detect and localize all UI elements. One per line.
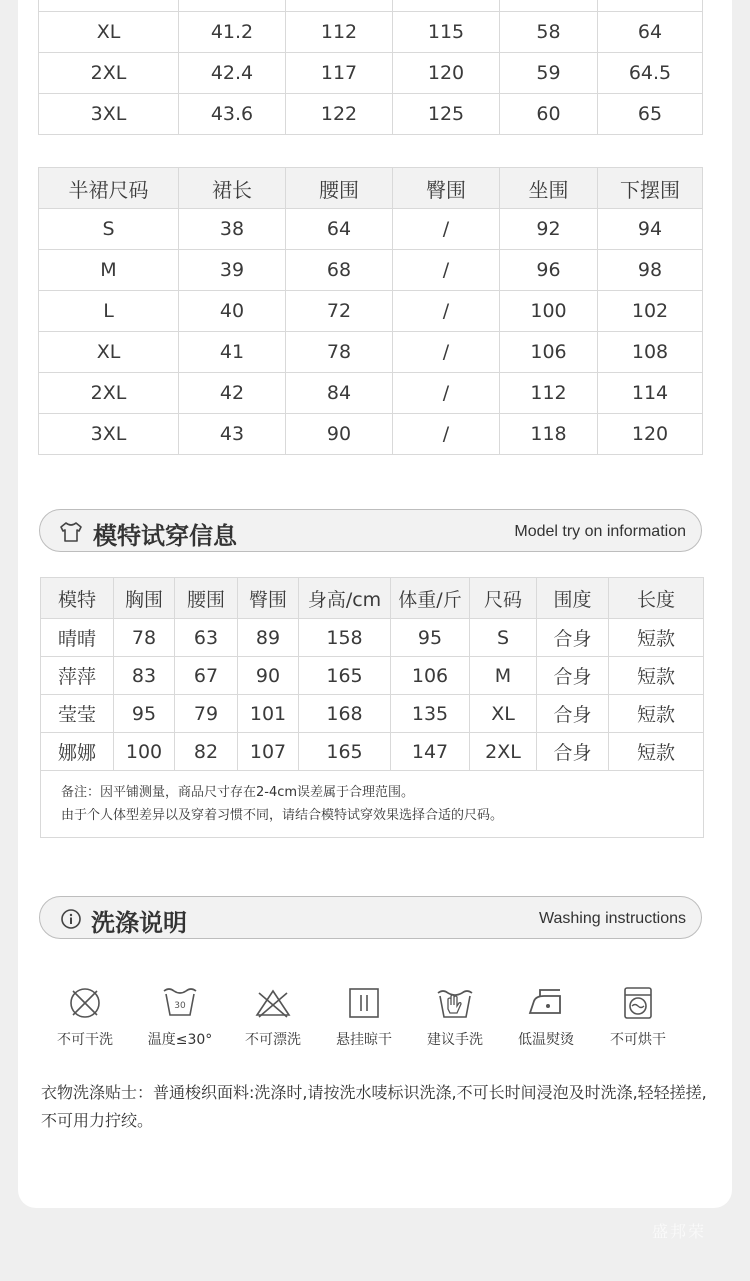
table-header: 长度 (609, 578, 704, 619)
table-cell: 108 (598, 332, 703, 373)
table-header: 模特 (41, 578, 114, 619)
table-cell: 59 (500, 53, 598, 94)
care-tips (41, 1079, 713, 1135)
table-cell: 118 (500, 414, 598, 455)
skirt-size-table (38, 167, 703, 455)
table-cell: 122 (286, 94, 393, 135)
table-header: 腰围 (175, 578, 238, 619)
wash-item-no-bleach (228, 985, 318, 1049)
info-icon (59, 906, 85, 932)
wash-label: 建议手洗 (427, 1032, 483, 1048)
table-cell: 41.2 (179, 12, 286, 53)
table-cell: 117 (286, 53, 393, 94)
table-cell: 92 (500, 209, 598, 250)
wash-item-hand-wash (410, 985, 500, 1049)
table-cell: / (393, 332, 500, 373)
table-cell: 2XL (39, 373, 179, 414)
hang-dry-icon (344, 985, 384, 1021)
table-cell: 100 (500, 291, 598, 332)
care-tips-text: 普通梭织面料:洗涤时,请按洗水唛标识洗涤,不可长时间浸泡及时洗涤,轻轻搓搓,不可用力拧绞。 (41, 1083, 707, 1130)
table-cell: 78 (114, 619, 175, 657)
table-cell: 83 (114, 657, 175, 695)
table-cell: 42 (179, 373, 286, 414)
table-cell: 106 (500, 332, 598, 373)
table-cell: 莹莹 (41, 695, 114, 733)
note-line-2: 由于个人体型差异以及穿着习惯不同，请结合模特试穿效果选择合适的尺码。 (61, 808, 504, 823)
table-cell: 68 (286, 250, 393, 291)
no-tumble-dry-icon (618, 985, 658, 1021)
table-cell: 64.5 (598, 53, 703, 94)
table-cell (393, 0, 500, 12)
wash-item-low-iron (501, 985, 591, 1049)
table-cell: 41 (179, 332, 286, 373)
model-table (40, 577, 704, 838)
table-cell: 90 (238, 657, 299, 695)
table-cell: / (393, 209, 500, 250)
table-cell: 106 (391, 657, 470, 695)
table-cell: 40 (179, 291, 286, 332)
table-cell: 晴晴 (41, 619, 114, 657)
table-header: 围度 (537, 578, 609, 619)
table-header: 体重/斤 (391, 578, 470, 619)
shirt-icon (58, 519, 84, 545)
model-table-note (41, 771, 704, 838)
table-cell: 90 (286, 414, 393, 455)
washing-subtitle: Washing instructions (538, 910, 686, 927)
table-cell: S (39, 209, 179, 250)
table-cell: 135 (391, 695, 470, 733)
table-cell: 39 (179, 250, 286, 291)
table-cell: / (393, 250, 500, 291)
table-row (39, 209, 703, 250)
no-bleach-icon (253, 985, 293, 1021)
table-cell (39, 0, 179, 12)
table-row (39, 250, 703, 291)
table-cell (179, 0, 286, 12)
table-cell: 64 (286, 209, 393, 250)
table-cell: / (393, 291, 500, 332)
table-cell: 100 (114, 733, 175, 771)
wash-temp-mark: 30 (174, 1001, 186, 1011)
table-cell: 合身 (537, 695, 609, 733)
table-cell: 合身 (537, 733, 609, 771)
note-line-1: 备注：因平铺测量，商品尺寸存在2-4cm误差属于合理范围。 (61, 785, 415, 800)
table-row (39, 332, 703, 373)
table-cell: 102 (598, 291, 703, 332)
table-cell: S (470, 619, 537, 657)
table-row (39, 373, 703, 414)
table-cell: 3XL (39, 414, 179, 455)
table-header: 坐围 (500, 168, 598, 209)
model-info-banner (39, 509, 702, 552)
table-cell: 43.6 (179, 94, 286, 135)
table-cell: 萍萍 (41, 657, 114, 695)
low-iron-icon (526, 985, 566, 1021)
table-cell: 38 (179, 209, 286, 250)
table-cell: 63 (175, 619, 238, 657)
wash-item-no-tumble-dry (593, 985, 683, 1049)
table-header: 半裙尺码 (39, 168, 179, 209)
table-cell: 3XL (39, 94, 179, 135)
wash-30-icon (160, 985, 200, 1021)
table-cell: / (393, 414, 500, 455)
table-header: 身高/cm (299, 578, 391, 619)
table-cell: 短款 (609, 657, 704, 695)
table-cell: 94 (598, 209, 703, 250)
table-cell: 165 (299, 657, 391, 695)
table-cell (286, 0, 393, 12)
table-cell: 82 (175, 733, 238, 771)
wash-item-hang-dry (319, 985, 409, 1049)
table-cell: 72 (286, 291, 393, 332)
table-row (41, 695, 704, 733)
table-cell: 95 (391, 619, 470, 657)
wash-label: 不可干洗 (57, 1032, 113, 1048)
table-cell: 89 (238, 619, 299, 657)
wash-label: 悬挂晾干 (336, 1032, 392, 1048)
table-cell: / (393, 373, 500, 414)
table-cell: 合身 (537, 619, 609, 657)
table-cell: 2XL (470, 733, 537, 771)
table-cell: 短款 (609, 733, 704, 771)
table-cell: XL (39, 12, 179, 53)
table-header: 胸围 (114, 578, 175, 619)
table-header: 尺码 (470, 578, 537, 619)
table-cell: 168 (299, 695, 391, 733)
table-cell: 64 (598, 12, 703, 53)
table-cell: 合身 (537, 657, 609, 695)
table-cell: XL (39, 332, 179, 373)
washing-title: 洗涤说明 (91, 909, 187, 937)
table-cell: 79 (175, 695, 238, 733)
table-cell: 114 (598, 373, 703, 414)
table-cell: 125 (393, 94, 500, 135)
washing-banner (39, 896, 702, 939)
table-cell: 60 (500, 94, 598, 135)
table-row (41, 733, 704, 771)
top-size-table (38, 0, 703, 135)
table-row (39, 414, 703, 455)
table-row (39, 12, 703, 53)
table-cell: 58 (500, 12, 598, 53)
table-header: 臀围 (238, 578, 299, 619)
table-row (41, 657, 704, 695)
table-row (39, 0, 703, 12)
table-cell: 98 (598, 250, 703, 291)
table-cell: 67 (175, 657, 238, 695)
table-cell: 112 (500, 373, 598, 414)
no-dry-clean-icon (65, 985, 105, 1021)
table-cell: 165 (299, 733, 391, 771)
table-cell: 78 (286, 332, 393, 373)
table-cell: 2XL (39, 53, 179, 94)
table-cell: 65 (598, 94, 703, 135)
table-cell: 120 (598, 414, 703, 455)
table-cell (500, 0, 598, 12)
wash-item-30 (135, 985, 225, 1049)
table-cell: 107 (238, 733, 299, 771)
table-row (39, 94, 703, 135)
watermark: 盛邦荣 (652, 1222, 707, 1241)
table-cell: 158 (299, 619, 391, 657)
care-tips-label: 衣物洗涤贴士： (41, 1083, 154, 1102)
table-header: 臀围 (393, 168, 500, 209)
table-cell: 115 (393, 12, 500, 53)
table-row (39, 291, 703, 332)
model-info-subtitle: Model try on information (514, 523, 686, 540)
wash-label: 不可烘干 (610, 1032, 666, 1048)
table-cell (598, 0, 703, 12)
table-header: 裙长 (179, 168, 286, 209)
table-cell: L (39, 291, 179, 332)
table-cell: 短款 (609, 619, 704, 657)
wash-label: 温度≤30° (147, 1032, 213, 1048)
table-cell: 120 (393, 53, 500, 94)
model-info-title: 模特试穿信息 (93, 522, 237, 550)
washing-icons (50, 985, 700, 1055)
table-row (41, 619, 704, 657)
table-cell: 112 (286, 12, 393, 53)
table-header: 下摆围 (598, 168, 703, 209)
table-cell: 短款 (609, 695, 704, 733)
table-cell: 42.4 (179, 53, 286, 94)
table-cell: 84 (286, 373, 393, 414)
table-cell: M (470, 657, 537, 695)
hand-wash-icon (435, 985, 475, 1021)
table-cell: 娜娜 (41, 733, 114, 771)
wash-item-no-dry-clean (40, 985, 130, 1049)
wash-label: 不可漂洗 (245, 1032, 301, 1048)
table-row (39, 53, 703, 94)
table-cell: 147 (391, 733, 470, 771)
table-cell: M (39, 250, 179, 291)
table-cell: 101 (238, 695, 299, 733)
table-cell: XL (470, 695, 537, 733)
table-header: 腰围 (286, 168, 393, 209)
table-cell: 43 (179, 414, 286, 455)
table-cell: 95 (114, 695, 175, 733)
table-cell: 96 (500, 250, 598, 291)
wash-label: 低温熨烫 (518, 1032, 574, 1048)
